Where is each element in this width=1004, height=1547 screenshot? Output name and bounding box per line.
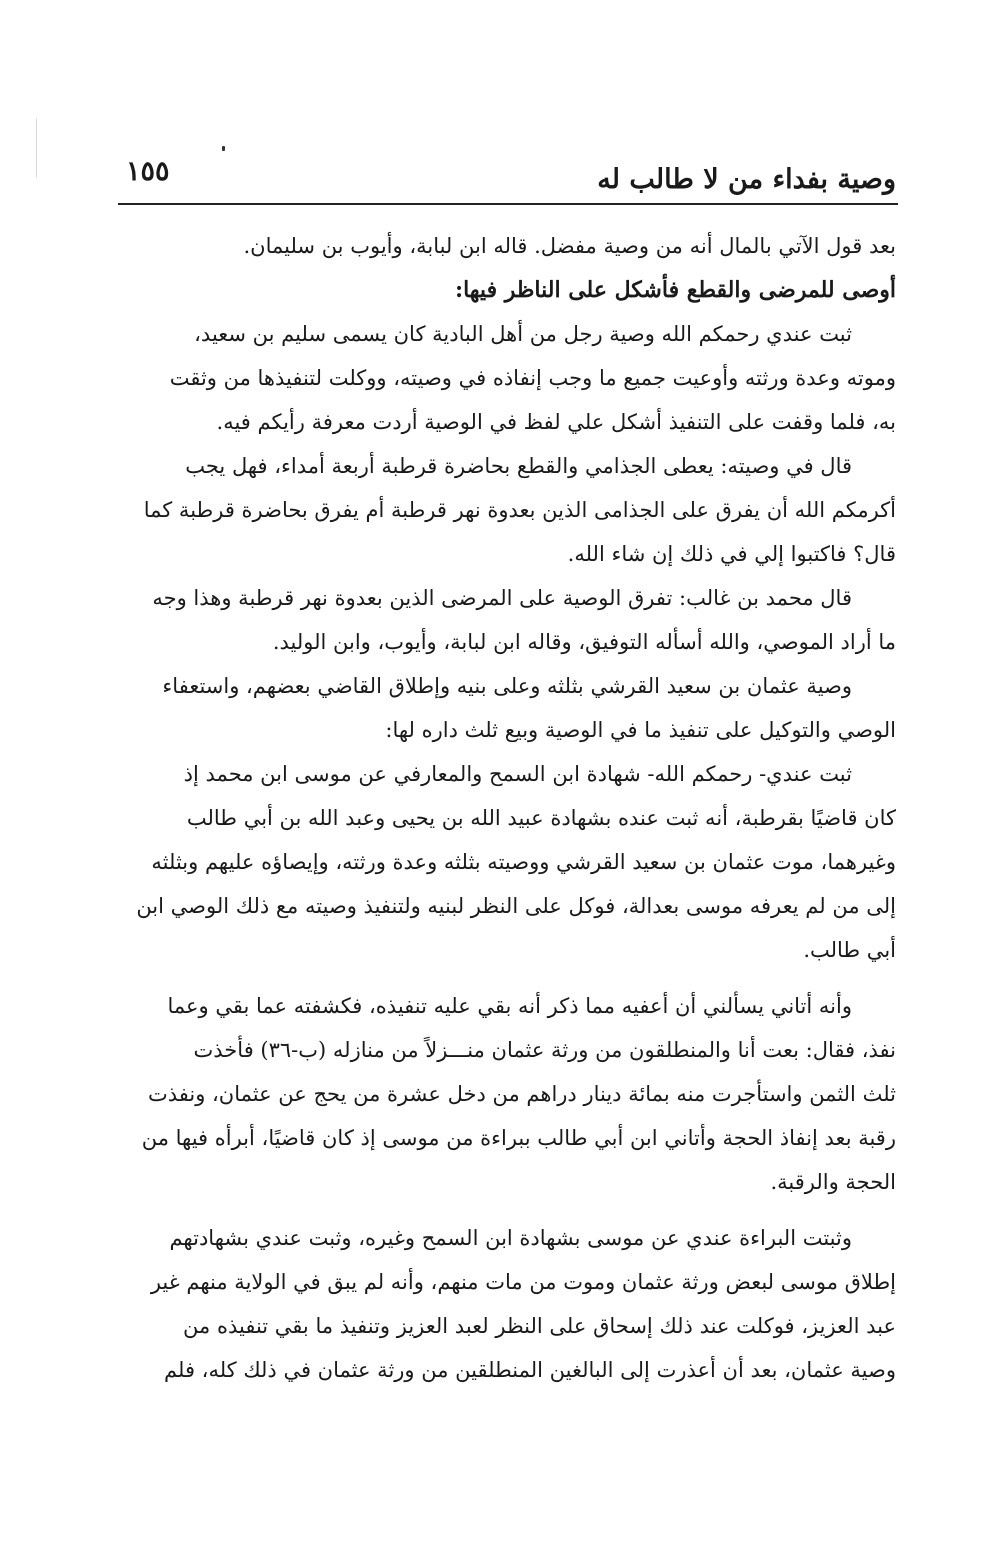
text-line: قال؟ فاكتبوا إلي في ذلك إن شاء الله.: [567, 542, 896, 566]
section-heading: أوصى للمرضى والقطع فأشكل على الناظر فيها:: [454, 277, 896, 303]
text-line: وصية عثمان، بعد أن أعذرت إلى البالغين المنطلقين من ورثة عثمان في ذلك كله، فلم: [164, 1358, 896, 1382]
text-line: وموته وعدة ورثته وأوعيت جميع ما وجب إنفاذه في وصيته، ووكلت لتنفيذها من وثقت: [169, 366, 896, 390]
page-header: [118, 150, 896, 206]
header-rule: [118, 203, 898, 205]
text-line: قال في وصيته: يعطى الجذامي والقطع بحاضرة قرطبة أربعة أمداء، فهل يجب: [185, 454, 852, 478]
text-line: إطلاق موسى لبعض ورثة عثمان وموت من مات منهم، وأنه لم يبق في الولاية منهم غير: [150, 1270, 896, 1294]
text-line: قال محمد بن غالب: تفرق الوصية على المرضى الذين بعدوة نهر قرطبة وهذا وجه: [152, 586, 852, 610]
section-title-line: الوصي والتوكيل على تنفيذ ما في الوصية وبيع ثلث داره لها:: [385, 718, 896, 742]
text-line: به، فلما وقفت على التنفيذ أشكل علي لفظ في الوصية أردت معرفة رأيكم فيه.: [216, 410, 896, 434]
text-line: أبي طالب.: [803, 938, 896, 962]
text-line: أكرمكم الله أن يفرق على الجذامى الذين بعدوة نهر قرطبة أم يفرق بحاضرة قرطبة كما: [143, 498, 896, 522]
text-line: إلى من لم يعرفه موسى بعدالة، فوكل على النظر لبنيه ولتنفيذ وصيته مع ذلك الوصي ابن: [136, 894, 896, 918]
text-line: وغيرهما، موت عثمان بن سعيد القرشي ووصيته بثلثه وعدة ورثته، وإيصاؤه عليهم وبثلثه: [151, 850, 896, 874]
text-line: الحجة والرقبة.: [770, 1170, 896, 1194]
text-line: وثبتت البراءة عندي عن موسى بشهادة ابن السمح وغيره، وثبت عندي بشهادتهم: [169, 1226, 852, 1250]
text-line: ما أراد الموصي، والله أسأله التوفيق، وقاله ابن لبابة، وأيوب، وابن الوليد.: [272, 630, 896, 654]
text-line: وأنه أتاني يسألني أن أعفيه مما ذكر أنه بقي عليه تنفيذه، فكشفته عما بقي وعما: [167, 994, 852, 1018]
page-number: ١٥٥: [126, 156, 170, 187]
text-line: رقبة بعد إنفاذ الحجة وأتاني ابن أبي طالب ببراءة من موسى إذ كان قاضيًا، أبرأه فيها من: [141, 1126, 896, 1150]
text-line: ثبت عندي- رحمكم الله- شهادة ابن السمح والمعارفي عن موسى ابن محمد إذ: [183, 762, 852, 786]
text-line: ثلث الثمن واستأجرت منه بمائة دينار دراهم من دخل عشرة من يحج عن عثمان، ونفذت: [147, 1082, 896, 1106]
section-title-line: وصية عثمان بن سعيد القرشي بثلثه وعلى بنيه وإطلاق القاضي بعضهم، واستعفاء: [162, 674, 852, 698]
text-line: نفذ، فقال: بعت أنا والمنطلقون من ورثة عثمان منـــزلاً من منازله (ب-٣٦) فأخذت: [193, 1038, 896, 1062]
scan-margin-mark: [36, 118, 37, 178]
running-title: وصية بفداء من لا طالب له: [597, 164, 896, 195]
text-line: كان قاضيًا بقرطبة، أنه ثبت عنده بشهادة عبيد الله بن يحيى وعبد الله بن أبي طالب: [186, 806, 896, 830]
text-line: عبد العزيز، فوكلت عند ذلك إسحاق على النظر لعبد العزيز وتنفيذ ما بقي تنفيذه من: [183, 1314, 896, 1338]
text-line: بعد قول الآتي بالمال أنه من وصية مفضل. قاله ابن لبابة، وأيوب بن سليمان.: [243, 234, 896, 258]
text-line: ثبت عندي رحمكم الله وصية رجل من أهل البادية كان يسمى سليم بن سعيد،: [194, 322, 852, 346]
page-body: [110, 224, 896, 1392]
